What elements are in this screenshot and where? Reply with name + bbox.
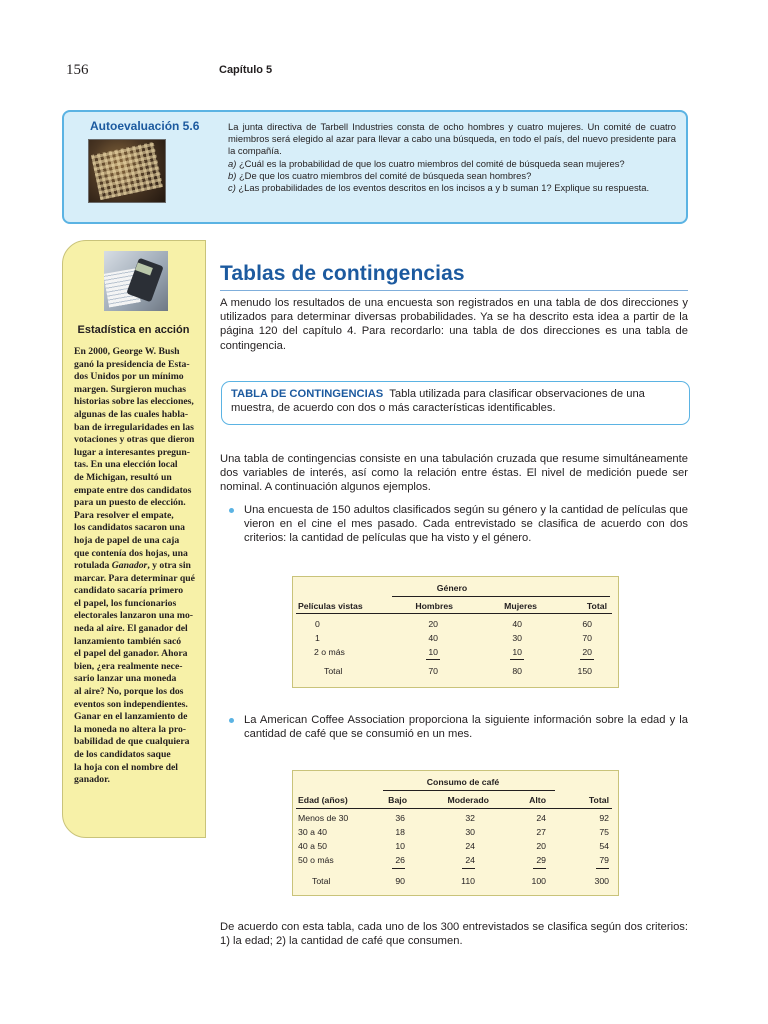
sum-rule xyxy=(462,868,475,869)
table-total-cell: 90 xyxy=(395,876,405,886)
sidebar-line: rotulada Ganador, y otra sin xyxy=(74,560,191,572)
question-c xyxy=(228,182,676,194)
question-letter: c) xyxy=(228,182,236,194)
table-row-label: 30 a 40 xyxy=(298,827,327,837)
bullet-icon xyxy=(229,718,234,723)
sum-rule xyxy=(392,868,405,869)
table-row-header: Películas vistas xyxy=(298,601,363,611)
sidebar-line: En 2000, George W. Bush xyxy=(74,346,180,357)
sidebar-line: la moneda no altera la pro- xyxy=(74,723,187,735)
table-total-cell: 150 xyxy=(577,666,592,676)
sidebar-text xyxy=(74,346,202,787)
self-assessment-title: Autoevaluación 5.6 xyxy=(90,119,200,133)
sidebar-line: ban de irregularidades en las xyxy=(74,421,194,433)
table-cell: 36 xyxy=(395,813,405,823)
table-total-cell: 110 xyxy=(461,876,475,886)
calculator-photo-icon xyxy=(104,251,168,311)
sum-rule xyxy=(580,659,594,660)
table-column-header: Hombres xyxy=(415,601,453,611)
sidebar-line: de Michigan, resultó un xyxy=(74,471,172,483)
table-cell: 92 xyxy=(599,813,609,823)
question-text: ¿Las probabilidades de los eventos descritos en los incisos a y b suman 1? Explique su respuesta. xyxy=(238,182,650,194)
sidebar-line: ganó la presidencia de Esta- xyxy=(74,358,190,370)
table-cell: 75 xyxy=(599,827,609,837)
sidebar-line: el papel, los funcionarios xyxy=(74,597,177,609)
intro-paragraph: A menudo los resultados de una encuesta son registrados en una tabla de dos direcciones y utilizados para determinar diversas probabilidades. Ya se ha descrito esta idea a partir de la página 120 del capítulo 4. Para recordarlo: una tabla de dos direcciones es una tabla de contingencia. xyxy=(220,297,688,352)
table-row-label: 40 a 50 xyxy=(298,841,327,851)
table-cell: 24 xyxy=(465,855,475,865)
sidebar-line: eventos son independientes. xyxy=(74,698,188,710)
question-text: ¿De que los cuatro miembros del comité de búsqueda sean hombres? xyxy=(238,169,532,181)
question-b xyxy=(228,170,676,182)
table-column-header: Bajo xyxy=(388,795,407,805)
question-letter: b) xyxy=(228,169,237,181)
sidebar-line: los candidatos sacaron una xyxy=(74,522,185,534)
header-rule xyxy=(296,808,612,809)
table-cell: 40 xyxy=(512,619,522,629)
sidebar-line: margen. Surgieron muchas xyxy=(74,383,187,395)
question-text: ¿Cuál es la probabilidad de que los cuatro miembros del comité de búsqueda sean mujeres? xyxy=(238,157,625,169)
table-cell: 24 xyxy=(465,841,475,851)
self-assessment-text xyxy=(228,121,676,194)
sidebar-line: Para resolver el empate, xyxy=(74,509,174,521)
heading-rule xyxy=(220,290,688,291)
table-cell: 54 xyxy=(599,841,609,851)
header-rule xyxy=(296,613,612,614)
definition-body: Tabla utilizada para clasificar observaciones de una muestra, de acuerdo con dos o más características identificables. xyxy=(231,388,645,415)
table-cell: 40 xyxy=(428,633,438,643)
sidebar-line: que contenía dos hojas, una xyxy=(74,547,188,559)
table-total-cell: 100 xyxy=(531,876,546,886)
table-cell: 10 xyxy=(428,647,438,657)
keyboard-photo-icon xyxy=(88,139,166,203)
sidebar-line: empate entre dos candidatos xyxy=(74,484,192,496)
table-cell: 79 xyxy=(599,855,609,865)
emphasis: Ganador xyxy=(111,560,148,572)
table-row-header: Edad (años) xyxy=(298,795,348,805)
table-cell: 30 xyxy=(465,827,475,837)
table-cell: 20 xyxy=(582,647,592,657)
table-row-label: 50 o más xyxy=(298,855,334,865)
group-rule xyxy=(383,790,555,791)
table-cell: 20 xyxy=(536,841,546,851)
definition-text xyxy=(231,387,683,415)
table-column-header: Mujeres xyxy=(504,601,537,611)
page-number: 156 xyxy=(66,62,89,78)
sum-rule xyxy=(426,659,440,660)
sidebar-line: bien, ¿era realmente nece- xyxy=(74,660,183,672)
sidebar-line: historias sobre las elecciones, xyxy=(74,396,194,408)
question-letter: a) xyxy=(228,157,237,169)
sidebar-line: al aire? No, porque los dos xyxy=(74,686,184,698)
section-heading: Tablas de contingencias xyxy=(220,262,465,285)
table-cell: 10 xyxy=(395,841,405,851)
sidebar-line: lugar a interesantes pregun- xyxy=(74,446,190,458)
table-cell: 32 xyxy=(465,813,475,823)
table-row-label: 0 xyxy=(315,619,320,629)
table-column-header: Total xyxy=(588,795,609,805)
sum-rule xyxy=(596,868,609,869)
table-cell: 30 xyxy=(512,633,522,643)
sidebar-line: para un puesto de elección. xyxy=(74,497,186,509)
sidebar-line: votaciones y otras que dieron xyxy=(74,434,195,446)
sidebar-line: candidato sacaría primero xyxy=(74,585,184,597)
sidebar-line: algunas de las cuales habla- xyxy=(74,408,189,420)
sidebar-title: Estadística en acción xyxy=(77,324,190,336)
bullet-coffee: La American Coffee Association proporciona la siguiente información sobre la edad y la cantidad de café que se consumió en un mes. xyxy=(244,714,688,741)
bullet-icon xyxy=(229,508,234,513)
table-cell: 18 xyxy=(395,827,405,837)
contingency-paragraph: Una tabla de contingencias consiste en una tabulación cruzada que resume simultáneamente dos variables de interés, así como la relación entre éstas. El nivel de medición puede ser nominal. A continuación algunos ejemplos. xyxy=(220,453,688,494)
sidebar-line: ganador. xyxy=(74,774,110,786)
sidebar-line: lanzamiento también sacó xyxy=(74,635,182,647)
sum-rule xyxy=(533,868,546,869)
table-total-cell: 70 xyxy=(428,666,438,676)
sidebar-line: de los candidatos saque xyxy=(74,749,171,760)
question-a xyxy=(228,158,676,170)
sidebar-line: sario lanzar una moneda xyxy=(74,673,177,685)
group-rule xyxy=(392,596,610,597)
sidebar-line: marcar. Para determinar qué xyxy=(74,572,195,584)
table-cell: 60 xyxy=(582,619,592,629)
table-cell: 29 xyxy=(536,855,546,865)
table-cell: 27 xyxy=(536,827,546,837)
table-total-cell: 80 xyxy=(512,666,522,676)
chapter-label: Capítulo 5 xyxy=(219,64,273,76)
sidebar-line: tas. En una elección local xyxy=(74,459,178,471)
sidebar-line: dos Unidos por un mínimo xyxy=(74,371,184,383)
sidebar-line: neda al aire. El ganador del xyxy=(74,623,188,635)
table-row-label: 2 o más xyxy=(314,647,345,657)
sidebar-line: el papel del ganador. Ahora xyxy=(74,648,188,660)
table-row-label: Menos de 30 xyxy=(298,813,349,823)
sum-rule xyxy=(510,659,524,660)
final-paragraph: De acuerdo con esta tabla, cada uno de los 300 entrevistados se clasifica según dos criterios: 1) la edad; 2) la cantidad de café que consumen. xyxy=(220,921,688,948)
table-cell: 20 xyxy=(428,619,438,629)
table-cell: 26 xyxy=(395,855,405,865)
table-total-label: Total xyxy=(312,876,331,886)
sidebar-line: la hoja con el nombre del xyxy=(74,761,178,773)
bullet-movies: Una encuesta de 150 adultos clasificados según su género y la cantidad de películas que vieron en el cine el mes pasado. Cada entrevistado se clasifica de acuerdo con dos criterios: la cantidad de películas que ha visto y el género. xyxy=(244,504,688,545)
table-group-header: Consumo de café xyxy=(426,777,500,787)
table-column-header: Total xyxy=(586,601,607,611)
table-total-cell: 300 xyxy=(594,876,609,886)
sidebar-line: Ganar en el lanzamiento de xyxy=(74,711,188,723)
table-column-header: Alto xyxy=(529,795,546,805)
self-assessment-intro: La junta directiva de Tarbell Industries consta de ocho hombres y cuatro mujeres. Un comité de cuatro miembros será elegido al azar para llevar a cabo una búsqueda, en todo el país, del nuevo presidente para la compañía. xyxy=(228,121,676,157)
table-cell: 10 xyxy=(512,647,522,657)
table-cell: 70 xyxy=(582,633,592,643)
definition-term: TABLA DE CONTINGENCIAS xyxy=(231,388,384,400)
table-group-header: Género xyxy=(436,583,468,593)
sidebar-line: electorales lanzaron una mo- xyxy=(74,610,194,622)
sidebar-line: babilidad de que cualquiera xyxy=(74,736,190,748)
table-row-label: 1 xyxy=(315,633,320,643)
table-column-header: Moderado xyxy=(447,795,489,805)
table-cell: 24 xyxy=(536,813,546,823)
table-total-label: Total xyxy=(324,666,343,676)
sidebar-line: hoja de papel de una caja xyxy=(74,534,180,546)
